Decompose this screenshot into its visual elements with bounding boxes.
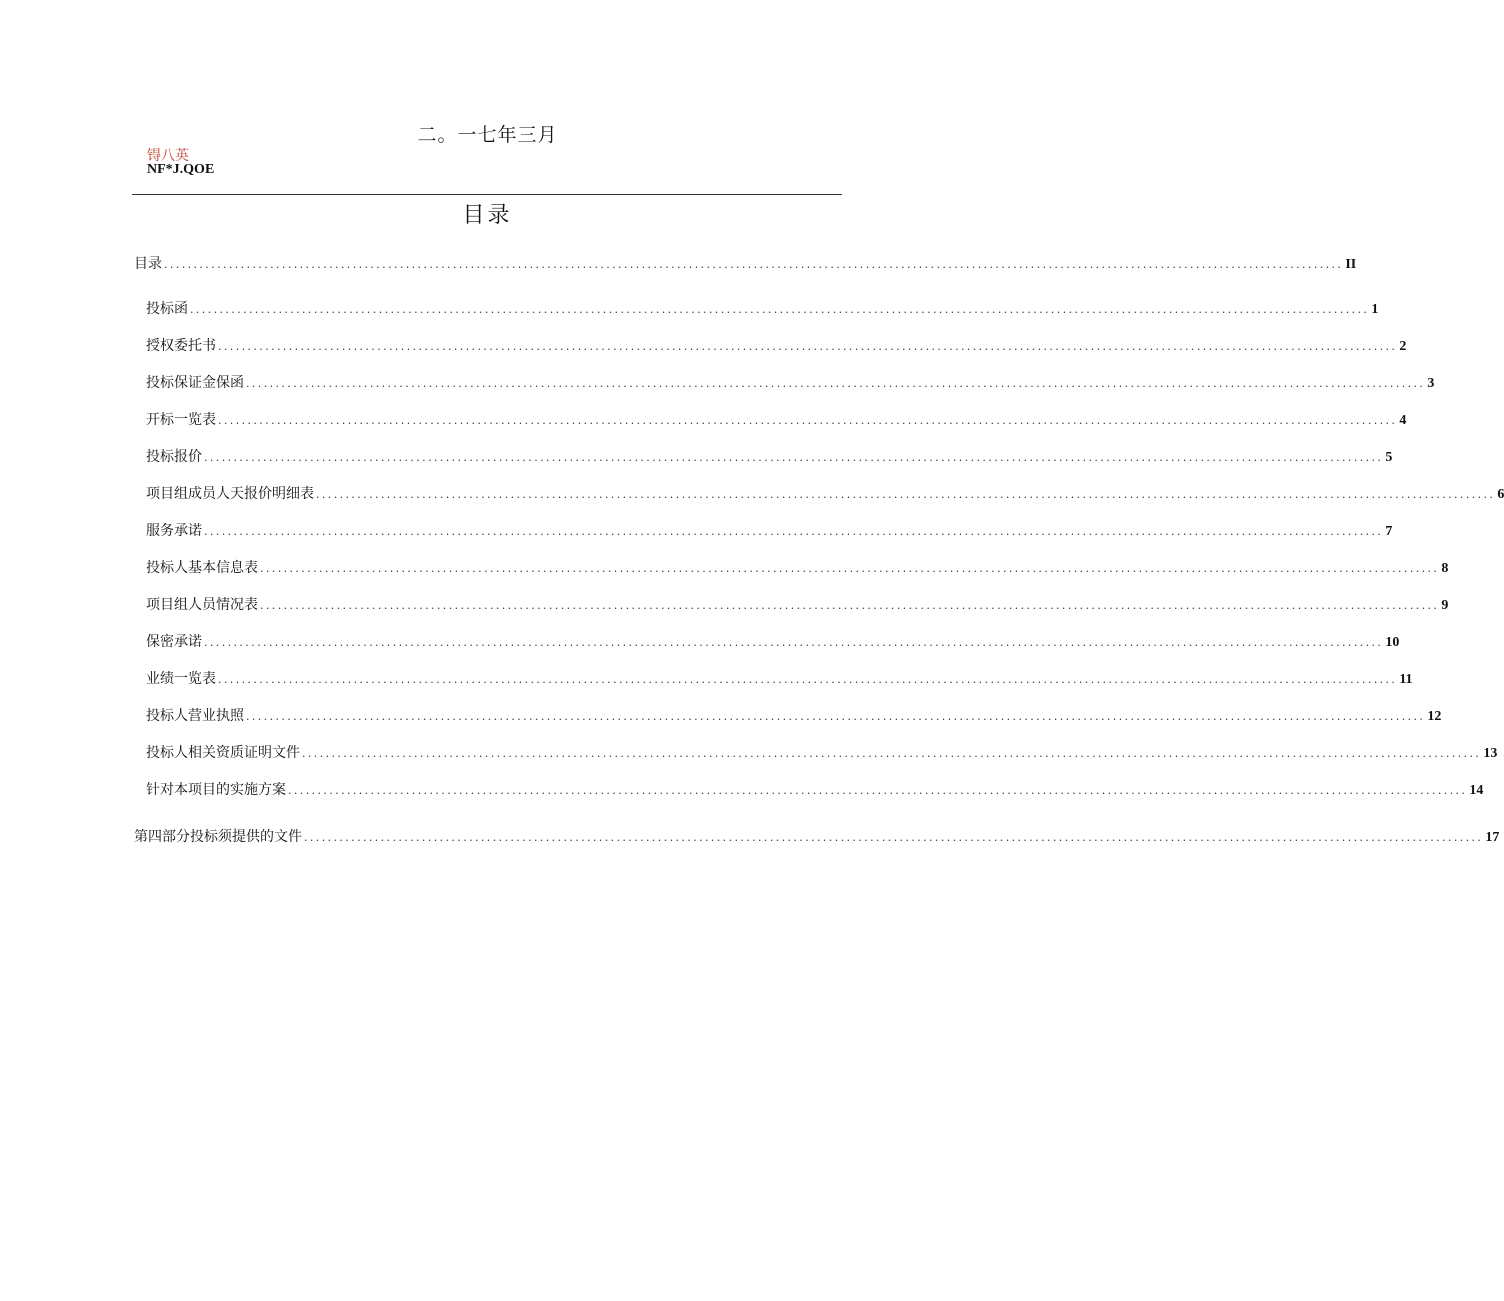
toc-leader-dots: ........................................................................................................................................................................................................ xyxy=(288,784,1468,797)
toc-leader-dots: ........................................................................................................................................................................................................ xyxy=(302,747,1482,760)
toc-entry-label: 投标人基本信息表 xyxy=(146,560,258,576)
toc-entry[interactable] xyxy=(146,557,1449,579)
stamp-text-red: 锝八英 xyxy=(147,148,189,164)
toc-entry-page: 11 xyxy=(1399,672,1413,687)
toc-entry[interactable] xyxy=(146,483,1504,505)
toc-entry-page: 5 xyxy=(1385,450,1393,465)
toc-title: 目录 xyxy=(462,203,513,228)
toc-entry-page: 13 xyxy=(1483,746,1498,761)
toc-entry[interactable] xyxy=(146,372,1435,394)
toc-entry-label: 业绩一览表 xyxy=(146,671,216,687)
toc-leader-dots: ........................................................................................................................................................................................................ xyxy=(246,710,1426,723)
toc-entry-page: 12 xyxy=(1427,709,1442,724)
toc-entry-section[interactable] xyxy=(134,826,1500,848)
toc-entry[interactable] xyxy=(146,779,1484,801)
toc-leader-dots: ........................................................................................................................................................................................................ xyxy=(218,414,1398,427)
toc-entry-page: 3 xyxy=(1427,376,1435,391)
toc-entry-page: 7 xyxy=(1385,524,1393,539)
toc-leader-dots: ........................................................................................................................................................................................................ xyxy=(204,636,1384,649)
toc-leader-dots: ........................................................................................................................................................................................................ xyxy=(204,451,1384,464)
toc-entry-label: 投标人相关资质证明文件 xyxy=(146,745,300,761)
toc-entry-page: 8 xyxy=(1441,561,1449,576)
toc-entry[interactable] xyxy=(146,409,1407,431)
toc-entry[interactable] xyxy=(146,705,1442,727)
toc-entry[interactable] xyxy=(146,594,1449,616)
toc-leader-dots: ........................................................................................................................................................................................................ xyxy=(190,303,1370,316)
toc-entry[interactable] xyxy=(146,631,1400,653)
toc-entry-label: 项目组成员人天报价明细表 xyxy=(146,486,314,502)
toc-entry-label: 投标报价 xyxy=(146,449,202,465)
toc-entry-label: 针对本项目的实施方案 xyxy=(146,782,286,798)
toc-entry[interactable] xyxy=(146,298,1379,320)
toc-entry-label: 第四部分投标须提供的文件 xyxy=(134,829,302,845)
toc-entry-label: 投标保证金保函 xyxy=(146,375,244,391)
toc-entry[interactable] xyxy=(146,520,1393,542)
toc-entry[interactable] xyxy=(146,742,1498,764)
toc-entry-page: 14 xyxy=(1469,783,1484,798)
toc-leader-dots: ........................................................................................................................................................................................................ xyxy=(260,562,1440,575)
stamp-code: NF*J.QOE xyxy=(147,162,215,177)
toc-entry-page: II xyxy=(1345,257,1357,272)
toc-leader-dots: ........................................................................................................................................................................................................ xyxy=(164,258,1344,271)
toc-leader-dots: ........................................................................................................................................................................................................ xyxy=(246,377,1426,390)
toc-entry-label: 保密承诺 xyxy=(146,634,202,650)
toc-entry-label: 项目组人员情况表 xyxy=(146,597,258,613)
toc-entry-page: 9 xyxy=(1441,598,1449,613)
toc-leader-dots: ........................................................................................................................................................................................................ xyxy=(260,599,1440,612)
toc-entry-page: 17 xyxy=(1485,830,1500,845)
toc-entry[interactable] xyxy=(146,335,1407,357)
toc-entry-label: 投标函 xyxy=(146,301,188,317)
toc-leader-dots: ........................................................................................................................................................................................................ xyxy=(316,488,1496,501)
toc-entry-label: 目录 xyxy=(134,256,162,272)
toc-entry-label: 开标一览表 xyxy=(146,412,216,428)
toc-leader-dots: ........................................................................................................................................................................................................ xyxy=(204,525,1384,538)
toc-leader-dots: ........................................................................................................................................................................................................ xyxy=(218,673,1398,686)
document-date: 二。一七年三月 xyxy=(417,124,558,146)
toc-entry[interactable] xyxy=(146,668,1413,690)
toc-leader-dots: ........................................................................................................................................................................................................ xyxy=(304,831,1484,844)
toc-entry-label: 授权委托书 xyxy=(146,338,216,354)
toc-entry-label: 投标人营业执照 xyxy=(146,708,244,724)
toc-entry-label: 服务承诺 xyxy=(146,523,202,539)
toc-entry-page: 10 xyxy=(1385,635,1400,650)
toc-entry-page: 1 xyxy=(1371,302,1379,317)
toc-entry-page: 6 xyxy=(1497,487,1504,502)
toc-leader-dots: ........................................................................................................................................................................................................ xyxy=(218,340,1398,353)
toc-entry-contents[interactable] xyxy=(134,253,1357,275)
toc-entry-page: 4 xyxy=(1399,413,1407,428)
toc-entry[interactable] xyxy=(146,446,1393,468)
toc-entry-page: 2 xyxy=(1399,339,1407,354)
